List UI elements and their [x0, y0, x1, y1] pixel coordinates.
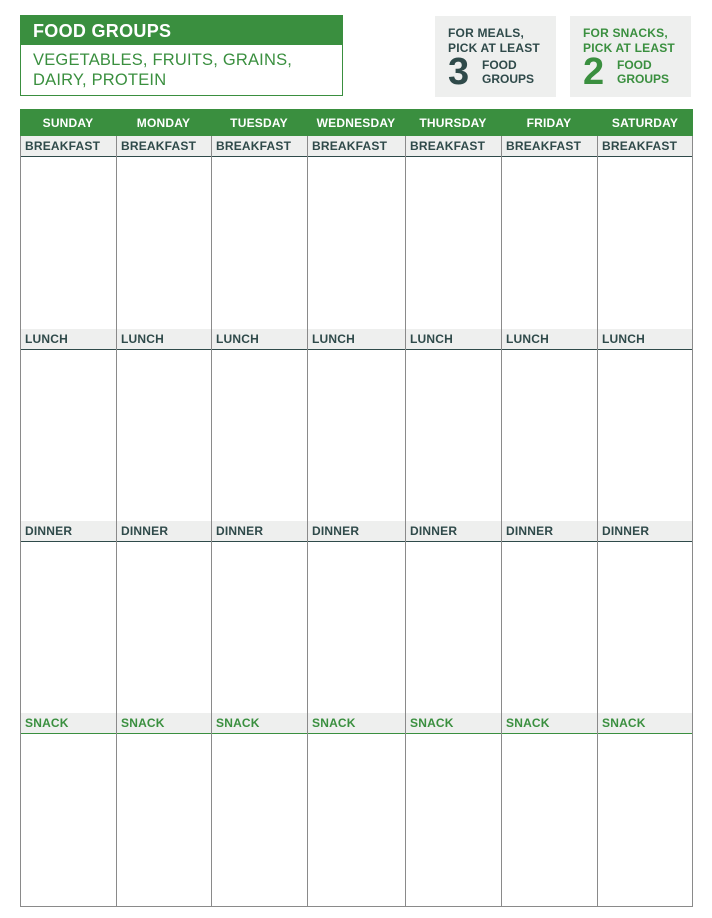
breakfast-label: BREAKFAST — [216, 139, 292, 153]
day-monday: MONDAY — [136, 116, 191, 130]
lunch-label: LUNCH — [121, 332, 164, 346]
meals-tip-line: PICK AT LEAST — [448, 40, 540, 55]
dinner-label: DINNER — [121, 524, 169, 538]
day-header-row — [20, 109, 693, 136]
breakfast-label: BREAKFAST — [25, 139, 101, 153]
weekly-meal-planner — [20, 109, 693, 907]
day-tuesday: TUESDAY — [230, 116, 288, 130]
snacks-tip-line: FOR SNACKS, — [583, 26, 668, 40]
snacks-tip-box — [570, 16, 691, 97]
snacks-tip-number: 2 — [583, 51, 605, 93]
food-groups-list — [21, 45, 342, 90]
meals-tip-box — [435, 16, 556, 97]
planner-border — [20, 136, 693, 907]
snacks-tip-unit: GROUPS — [617, 72, 670, 86]
dinner-label: DINNER — [410, 524, 458, 538]
day-sunday: SUNDAY — [42, 116, 94, 130]
day-thursday: THURSDAY — [419, 116, 487, 130]
day-wednesday: WEDNESDAY — [316, 116, 396, 130]
snack-label: SNACK — [216, 716, 260, 730]
lunch-label: LUNCH — [602, 332, 645, 346]
snacks-tip-unit: FOOD — [617, 58, 652, 72]
breakfast-label: BREAKFAST — [121, 139, 197, 153]
meals-tip-unit: GROUPS — [482, 72, 535, 86]
food-groups-title: FOOD GROUPS — [21, 16, 342, 45]
snacks-tip-line: PICK AT LEAST — [583, 40, 675, 55]
dinner-label: DINNER — [506, 524, 554, 538]
lunch-label: LUNCH — [25, 332, 68, 346]
dinner-label: DINNER — [312, 524, 360, 538]
breakfast-label: BREAKFAST — [506, 139, 582, 153]
day-friday: FRIDAY — [526, 116, 572, 130]
breakfast-label: BREAKFAST — [410, 139, 486, 153]
lunch-label: LUNCH — [216, 332, 259, 346]
lunch-label: LUNCH — [312, 332, 355, 346]
meals-tip-number: 3 — [448, 51, 470, 93]
snack-label: SNACK — [121, 716, 165, 730]
snack-label: SNACK — [25, 716, 69, 730]
lunch-label: LUNCH — [410, 332, 453, 346]
food-groups-box — [20, 15, 343, 96]
dinner-label: DINNER — [602, 524, 650, 538]
day-saturday: SATURDAY — [611, 116, 679, 130]
lunch-label: LUNCH — [506, 332, 549, 346]
food-groups-list-line: VEGETABLES, FRUITS, GRAINS, — [33, 51, 293, 69]
meals-tip-line: FOR MEALS, — [448, 26, 524, 40]
dinner-label: DINNER — [216, 524, 264, 538]
breakfast-label: BREAKFAST — [312, 139, 388, 153]
dinner-label: DINNER — [25, 524, 73, 538]
snack-label: SNACK — [312, 716, 356, 730]
meals-tip-unit: FOOD — [482, 58, 517, 72]
food-groups-list-line: DAIRY, PROTEIN — [33, 71, 167, 89]
snack-label: SNACK — [602, 716, 646, 730]
snack-label: SNACK — [506, 716, 550, 730]
breakfast-label: BREAKFAST — [602, 139, 678, 153]
snack-label: SNACK — [410, 716, 454, 730]
